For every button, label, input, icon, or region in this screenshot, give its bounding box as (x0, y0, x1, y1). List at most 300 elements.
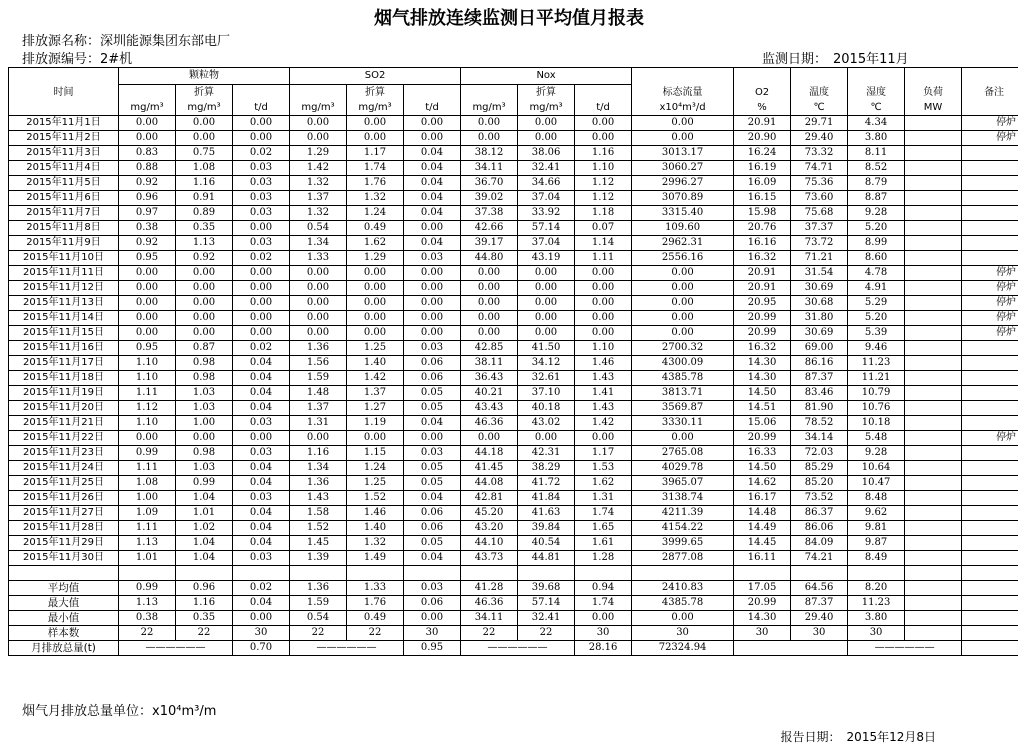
value-cell: 0.00 (461, 116, 518, 131)
value-cell: 41.28 (461, 581, 518, 596)
value-cell: 0.00 (404, 221, 461, 236)
value-cell: 1.15 (347, 446, 404, 461)
value-cell (905, 416, 962, 431)
value-cell: 1.46 (347, 506, 404, 521)
value-cell: 1.36 (290, 581, 347, 596)
value-cell: 1.76 (347, 596, 404, 611)
value-cell: 10.79 (848, 386, 905, 401)
value-cell: 0.75 (176, 146, 233, 161)
value-cell: 39.17 (461, 236, 518, 251)
value-cell: 4300.09 (632, 356, 734, 371)
value-cell: 57.14 (518, 221, 575, 236)
table-row (9, 131, 1018, 146)
remark-cell: 停炉 (962, 311, 1018, 326)
value-cell: 0.03 (233, 191, 290, 206)
value-cell: 5.29 (848, 296, 905, 311)
value-cell: 1.31 (290, 416, 347, 431)
remark-cell (962, 416, 1018, 431)
value-cell: 30.69 (791, 281, 848, 296)
header-temp: 温度 (791, 85, 848, 101)
value-cell: 30 (791, 626, 848, 641)
value-cell: 0.98 (176, 446, 233, 461)
value-cell (905, 506, 962, 521)
value-cell: 0.00 (518, 431, 575, 446)
value-cell: 0.00 (233, 221, 290, 236)
date-cell: 2015年11月9日 (9, 236, 119, 251)
stat-label: 最小值 (9, 611, 119, 626)
value-cell: 0.00 (518, 311, 575, 326)
value-cell: 0.07 (575, 221, 632, 236)
date-cell: 2015年11月13日 (9, 296, 119, 311)
header-o2-unit: % (734, 100, 791, 116)
value-cell: 85.20 (791, 476, 848, 491)
value-cell: 3965.07 (632, 476, 734, 491)
humidity-load-dash: —————— (848, 641, 962, 656)
value-cell: 38.06 (518, 146, 575, 161)
value-cell: 1.39 (290, 551, 347, 566)
value-cell: 5.39 (848, 326, 905, 341)
value-cell: 9.62 (848, 506, 905, 521)
value-cell: 20.99 (734, 431, 791, 446)
value-cell: 1.42 (290, 161, 347, 176)
value-cell: 0.83 (119, 146, 176, 161)
value-cell: 16.24 (734, 146, 791, 161)
value-cell: 0.03 (404, 251, 461, 266)
value-cell: 1.17 (347, 146, 404, 161)
header-remark-top (962, 68, 1018, 85)
value-cell: 1.12 (575, 176, 632, 191)
value-cell: 0.04 (404, 161, 461, 176)
value-cell: 1.74 (347, 161, 404, 176)
remark-cell (962, 161, 1018, 176)
value-cell: 41.50 (518, 341, 575, 356)
value-cell: 78.52 (791, 416, 848, 431)
header-humidity-unit: ℃ (848, 100, 905, 116)
value-cell: 36.70 (461, 176, 518, 191)
value-cell: 87.37 (791, 596, 848, 611)
value-cell: 0.00 (518, 326, 575, 341)
value-cell: 1.16 (176, 596, 233, 611)
value-cell: 1.41 (575, 386, 632, 401)
header-particulate-converted: 折算 (176, 85, 233, 101)
stat-label: 样本数 (9, 626, 119, 641)
value-cell: 20.95 (734, 296, 791, 311)
value-cell: 1.11 (119, 386, 176, 401)
value-cell: 8.79 (848, 176, 905, 191)
value-cell: 73.60 (791, 191, 848, 206)
value-cell: 0.98 (176, 371, 233, 386)
value-cell: 0.03 (233, 446, 290, 461)
header-remark: 备注 (962, 85, 1018, 101)
table-row (9, 446, 1018, 461)
value-cell: 0.04 (233, 596, 290, 611)
value-cell: 0.00 (461, 296, 518, 311)
value-cell: 29.71 (791, 116, 848, 131)
value-cell: 1.24 (347, 206, 404, 221)
value-cell: 34.14 (791, 431, 848, 446)
so2-total: 0.95 (404, 641, 461, 656)
date-cell: 2015年11月21日 (9, 416, 119, 431)
value-cell: 109.60 (632, 221, 734, 236)
value-cell: 0.00 (632, 281, 734, 296)
remark-cell (962, 461, 1018, 476)
value-cell: 4385.78 (632, 371, 734, 386)
value-cell: 16.15 (734, 191, 791, 206)
header-particulate: 颗粒物 (119, 68, 290, 85)
value-cell: 16.32 (734, 251, 791, 266)
value-cell: 17.05 (734, 581, 791, 596)
header-load: 负荷 (905, 85, 962, 101)
remark-cell (962, 521, 1018, 536)
value-cell: 1.37 (347, 386, 404, 401)
report-title: 烟气排放连续监测日平均值月报表 (374, 8, 644, 29)
value-cell: 16.19 (734, 161, 791, 176)
value-cell: 0.05 (404, 461, 461, 476)
remark-cell (962, 146, 1018, 161)
value-cell: 2765.08 (632, 446, 734, 461)
value-cell: 40.18 (518, 401, 575, 416)
value-cell: 0.97 (119, 206, 176, 221)
date-cell: 2015年11月4日 (9, 161, 119, 176)
unit-note: 烟气月排放总量单位：x10⁴m³/m (22, 704, 217, 719)
value-cell: 75.36 (791, 176, 848, 191)
value-cell: 42.81 (461, 491, 518, 506)
value-cell: 0.00 (176, 311, 233, 326)
value-cell: 1.28 (575, 551, 632, 566)
value-cell (905, 281, 962, 296)
monitor-date-line (762, 48, 909, 67)
value-cell: 0.05 (404, 401, 461, 416)
value-cell: 44.18 (461, 446, 518, 461)
value-cell: 0.00 (404, 611, 461, 626)
value-cell: 41.63 (518, 506, 575, 521)
value-cell: 0.00 (347, 311, 404, 326)
value-cell: 30 (404, 626, 461, 641)
value-cell: 14.48 (734, 506, 791, 521)
value-cell: 0.04 (404, 416, 461, 431)
value-cell: 1.00 (176, 416, 233, 431)
value-cell: 1.25 (347, 341, 404, 356)
value-cell: 73.72 (791, 236, 848, 251)
value-cell: 0.04 (404, 551, 461, 566)
table-row (9, 116, 1018, 131)
value-cell: 1.40 (347, 356, 404, 371)
value-cell: 1.42 (575, 416, 632, 431)
value-cell: 32.61 (518, 371, 575, 386)
value-cell: 73.52 (791, 491, 848, 506)
value-cell: 0.00 (119, 326, 176, 341)
value-cell: 0.00 (119, 311, 176, 326)
value-cell: 74.21 (791, 551, 848, 566)
stats-row (9, 581, 1018, 596)
value-cell: 0.00 (119, 281, 176, 296)
value-cell: 14.51 (734, 401, 791, 416)
value-cell: 29.40 (791, 131, 848, 146)
value-cell: 39.84 (518, 521, 575, 536)
header-particulate-mg: mg/m³ (119, 100, 176, 116)
value-cell: 0.03 (404, 581, 461, 596)
value-cell: 73.32 (791, 146, 848, 161)
table-row (9, 146, 1018, 161)
value-cell: 1.45 (290, 536, 347, 551)
remark-cell (962, 236, 1018, 251)
value-cell: 2556.16 (632, 251, 734, 266)
value-cell (905, 611, 962, 626)
value-cell: 0.00 (404, 131, 461, 146)
value-cell: 0.00 (119, 266, 176, 281)
value-cell: 37.04 (518, 236, 575, 251)
value-cell: 0.05 (404, 386, 461, 401)
value-cell (905, 176, 962, 191)
date-cell: 2015年11月22日 (9, 431, 119, 446)
value-cell: 42.31 (518, 446, 575, 461)
value-cell: 0.00 (404, 281, 461, 296)
value-cell: 0.00 (290, 326, 347, 341)
value-cell: 0.00 (518, 116, 575, 131)
value-cell: 3138.74 (632, 491, 734, 506)
value-cell: 44.10 (461, 536, 518, 551)
date-cell: 2015年11月27日 (9, 506, 119, 521)
date-cell: 2015年11月3日 (9, 146, 119, 161)
header-so2-converted: 折算 (347, 85, 404, 101)
value-cell: 1.32 (347, 191, 404, 206)
value-cell: 0.04 (233, 536, 290, 551)
value-cell: 0.02 (233, 341, 290, 356)
table-row (9, 251, 1018, 266)
value-cell: 0.04 (404, 191, 461, 206)
value-cell: 0.00 (461, 281, 518, 296)
value-cell: 0.00 (290, 431, 347, 446)
source-name-value: 深圳能源集团东部电厂 (100, 34, 231, 49)
value-cell: 0.00 (233, 611, 290, 626)
value-cell: 0.03 (233, 161, 290, 176)
value-cell: 0.00 (518, 296, 575, 311)
value-cell: 0.00 (404, 266, 461, 281)
value-cell: 10.47 (848, 476, 905, 491)
value-cell: 87.37 (791, 371, 848, 386)
value-cell: 8.60 (848, 251, 905, 266)
value-cell: 1.04 (176, 536, 233, 551)
value-cell: 1.24 (347, 461, 404, 476)
value-cell: 0.00 (176, 296, 233, 311)
remark-cell (962, 341, 1018, 356)
value-cell (905, 356, 962, 371)
value-cell: 1.74 (575, 596, 632, 611)
value-cell: 0.03 (404, 446, 461, 461)
value-cell: 0.49 (347, 221, 404, 236)
date-cell: 2015年11月26日 (9, 491, 119, 506)
value-cell: 1.03 (176, 461, 233, 476)
value-cell: 14.50 (734, 386, 791, 401)
value-cell: 0.00 (233, 131, 290, 146)
value-cell: 36.43 (461, 371, 518, 386)
value-cell: 43.19 (518, 251, 575, 266)
value-cell: 16.16 (734, 236, 791, 251)
value-cell: 0.05 (404, 476, 461, 491)
value-cell: 0.92 (119, 236, 176, 251)
value-cell: 40.54 (518, 536, 575, 551)
value-cell: 1.17 (575, 446, 632, 461)
header-temp-top (791, 68, 848, 85)
value-cell: 16.32 (734, 341, 791, 356)
value-cell: 0.04 (233, 371, 290, 386)
empty-cell (734, 641, 848, 656)
value-cell: 14.45 (734, 536, 791, 551)
value-cell (905, 596, 962, 611)
value-cell: 32.41 (518, 161, 575, 176)
value-cell: 1.74 (575, 506, 632, 521)
value-cell: 0.87 (176, 341, 233, 356)
value-cell: 30 (233, 626, 290, 641)
value-cell: 0.03 (233, 491, 290, 506)
value-cell (905, 371, 962, 386)
source-id-label: 排放源编号： (22, 52, 101, 67)
date-cell: 2015年11月8日 (9, 221, 119, 236)
value-cell: 0.04 (233, 476, 290, 491)
value-cell: 45.20 (461, 506, 518, 521)
value-cell: 0.00 (176, 266, 233, 281)
date-cell: 2015年11月7日 (9, 206, 119, 221)
so2-dash: —————— (290, 641, 404, 656)
value-cell: 0.00 (632, 611, 734, 626)
header-particulate-td: t/d (233, 100, 290, 116)
value-cell: 10.18 (848, 416, 905, 431)
value-cell (905, 431, 962, 446)
value-cell: 38.29 (518, 461, 575, 476)
value-cell: 0.00 (575, 116, 632, 131)
value-cell: 8.87 (848, 191, 905, 206)
value-cell: 14.49 (734, 521, 791, 536)
value-cell: 0.00 (518, 131, 575, 146)
value-cell: 3013.17 (632, 146, 734, 161)
remark-cell (962, 611, 1018, 626)
value-cell (905, 266, 962, 281)
value-cell: 0.00 (461, 311, 518, 326)
value-cell: 0.38 (119, 221, 176, 236)
value-cell: 0.04 (404, 236, 461, 251)
value-cell: 84.09 (791, 536, 848, 551)
value-cell (905, 311, 962, 326)
value-cell: 20.91 (734, 281, 791, 296)
remark-cell (962, 551, 1018, 566)
value-cell: 46.36 (461, 596, 518, 611)
value-cell: 33.92 (518, 206, 575, 221)
value-cell (905, 236, 962, 251)
value-cell: 3330.11 (632, 416, 734, 431)
value-cell: 44.08 (461, 476, 518, 491)
value-cell: 0.03 (404, 341, 461, 356)
date-cell: 2015年11月29日 (9, 536, 119, 551)
source-name-line (22, 30, 230, 49)
date-cell: 2015年11月19日 (9, 386, 119, 401)
remark-cell: 停炉 (962, 281, 1018, 296)
value-cell: 1.04 (176, 551, 233, 566)
value-cell: 5.20 (848, 221, 905, 236)
value-cell (905, 296, 962, 311)
value-cell: 37.37 (791, 221, 848, 236)
value-cell: 1.33 (290, 251, 347, 266)
source-id-line (22, 48, 132, 67)
value-cell: 1.42 (347, 371, 404, 386)
header-nox-td: t/d (575, 100, 632, 116)
remark-cell (962, 401, 1018, 416)
value-cell: 8.49 (848, 551, 905, 566)
value-cell: 1.12 (119, 401, 176, 416)
value-cell: 1.43 (290, 491, 347, 506)
value-cell: 0.92 (176, 251, 233, 266)
value-cell: 0.00 (119, 431, 176, 446)
table-row (9, 341, 1018, 356)
value-cell: 0.00 (632, 266, 734, 281)
value-cell: 0.00 (632, 431, 734, 446)
table-row (9, 161, 1018, 176)
value-cell: 20.99 (734, 311, 791, 326)
date-cell: 2015年11月17日 (9, 356, 119, 371)
value-cell: 2700.32 (632, 341, 734, 356)
particulate-total: 0.70 (233, 641, 290, 656)
remark-cell (962, 506, 1018, 521)
value-cell: 0.54 (290, 611, 347, 626)
value-cell: 0.03 (233, 236, 290, 251)
particulate-dash: —————— (119, 641, 233, 656)
value-cell: 1.11 (119, 461, 176, 476)
value-cell: 1.61 (575, 536, 632, 551)
header-particulate-conv-mg: mg/m³ (176, 100, 233, 116)
value-cell: 9.81 (848, 521, 905, 536)
value-cell: 0.99 (176, 476, 233, 491)
value-cell: 46.36 (461, 416, 518, 431)
value-cell: 2877.08 (632, 551, 734, 566)
value-cell: 34.66 (518, 176, 575, 191)
flow-total: 72324.94 (632, 641, 734, 656)
value-cell: 0.94 (575, 581, 632, 596)
value-cell: 0.00 (404, 431, 461, 446)
remark-cell (962, 581, 1018, 596)
value-cell: 22 (347, 626, 404, 641)
value-cell: 1.01 (119, 551, 176, 566)
value-cell: 16.09 (734, 176, 791, 191)
date-cell: 2015年11月2日 (9, 131, 119, 146)
table-row (9, 401, 1018, 416)
remark-cell (962, 176, 1018, 191)
value-cell: 3315.40 (632, 206, 734, 221)
value-cell: 32.41 (518, 611, 575, 626)
value-cell: 16.11 (734, 551, 791, 566)
value-cell: 86.06 (791, 521, 848, 536)
table-row (9, 491, 1018, 506)
stat-label: 平均值 (9, 581, 119, 596)
remark-cell (962, 251, 1018, 266)
value-cell: 0.03 (233, 416, 290, 431)
value-cell: 34.11 (461, 161, 518, 176)
remark-cell (962, 191, 1018, 206)
value-cell (905, 386, 962, 401)
table-row (9, 386, 1018, 401)
value-cell: 1.49 (347, 551, 404, 566)
value-cell: 86.37 (791, 506, 848, 521)
value-cell: 8.20 (848, 581, 905, 596)
value-cell: 8.99 (848, 236, 905, 251)
value-cell: 22 (290, 626, 347, 641)
value-cell: 34.11 (461, 611, 518, 626)
table-row (9, 461, 1018, 476)
value-cell: 0.00 (290, 281, 347, 296)
value-cell: 0.06 (404, 356, 461, 371)
value-cell: 30.69 (791, 326, 848, 341)
value-cell: 16.33 (734, 446, 791, 461)
date-cell: 2015年11月1日 (9, 116, 119, 131)
value-cell: 0.00 (119, 116, 176, 131)
